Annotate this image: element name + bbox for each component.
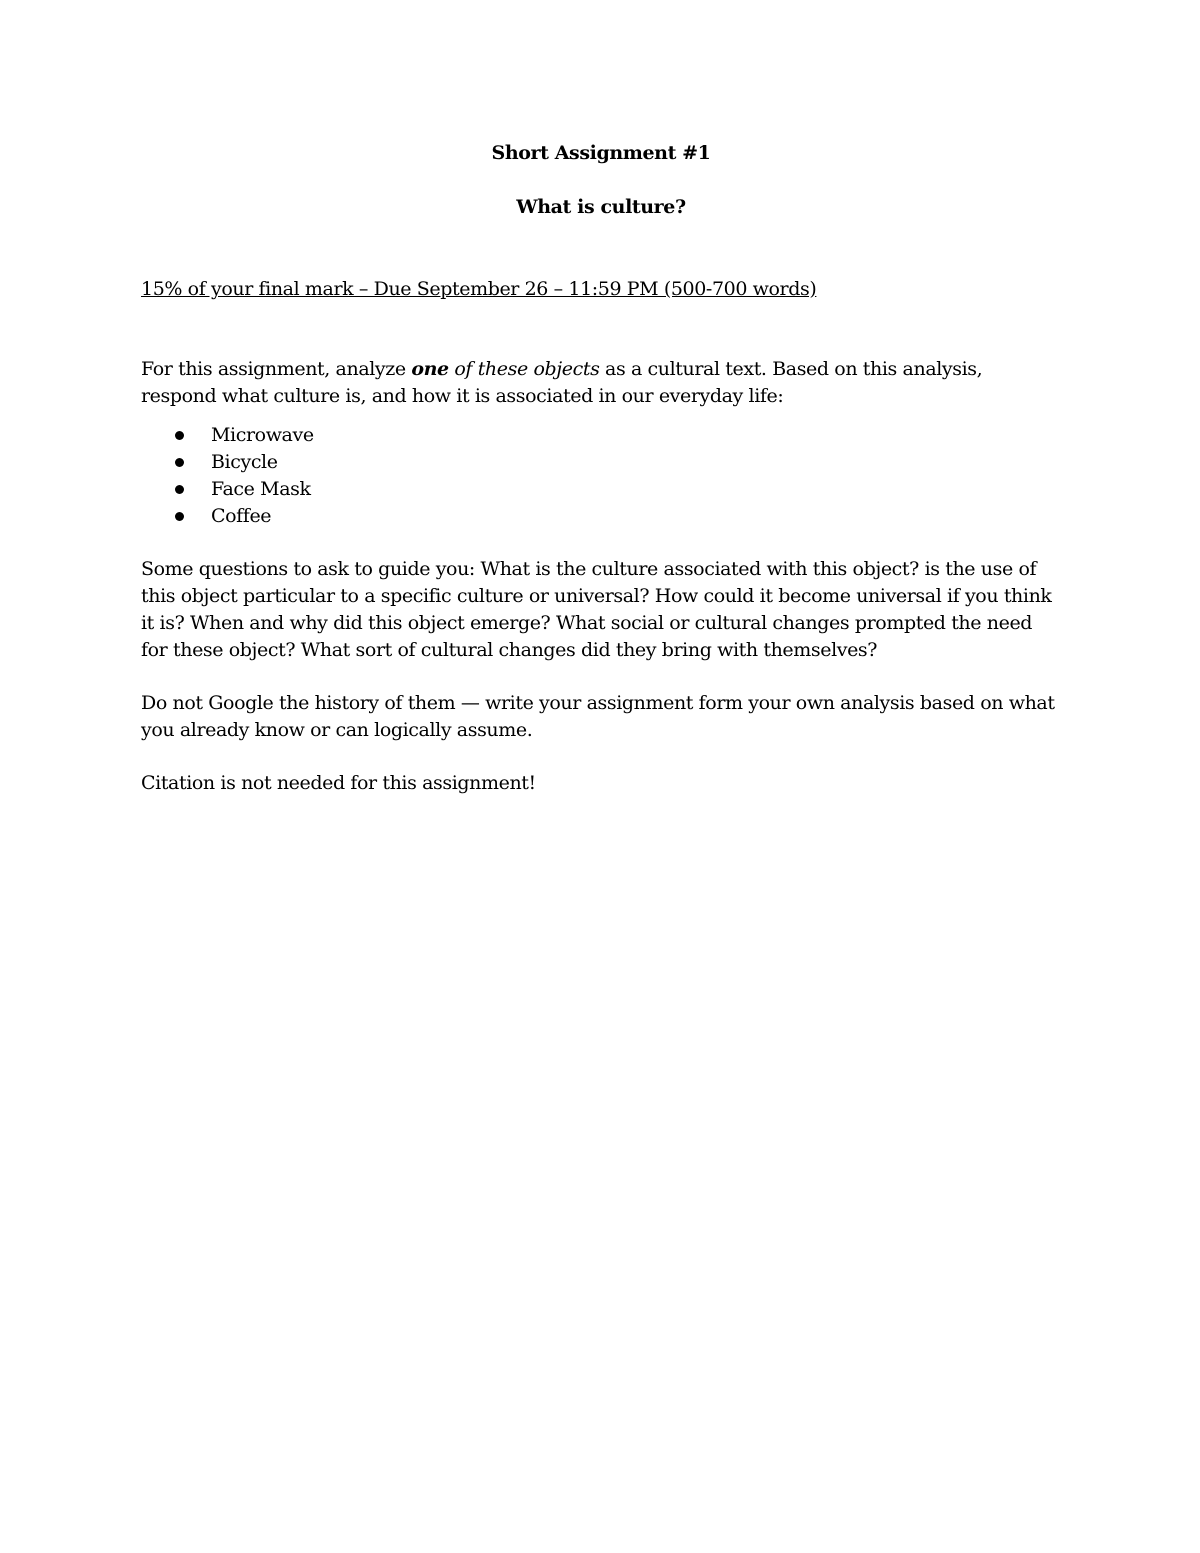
list-item (141, 449, 1061, 476)
assignment-title: Short Assignment #1 (491, 142, 711, 164)
google-note-paragraph: Do not Google the history of them — write your assignment form your own analysis based on what you already know or can logically assume. (141, 692, 1055, 741)
bullet-icon (175, 431, 184, 440)
list-item (141, 503, 1061, 530)
list-item (141, 422, 1061, 449)
intro-emphasis-one: one (411, 358, 449, 380)
list-item (141, 476, 1061, 503)
bullet-icon (175, 485, 184, 494)
list-item-label: Microwave (211, 424, 314, 446)
bullet-icon (175, 512, 184, 521)
list-item-label: Coffee (211, 505, 272, 527)
citation-note-paragraph: Citation is not needed for this assignment! (141, 772, 536, 794)
document-content (141, 140, 1061, 797)
guiding-questions-paragraph: Some questions to ask to guide you: What is the culture associated with this object? is the use of this object particular to a specific culture or universal? How could it become universal if you think it is? When and why did this object emerge? What social or cultural changes prompted the need for these object? What sort of cultural changes did they bring with themselves? (141, 558, 1052, 661)
intro-text-end: as a cultural text. Based on this analysis, respond what culture is, and how it is associated in our everyday life: (141, 358, 983, 407)
intro-emphasis-objects: of these objects (454, 358, 600, 380)
intro-paragraph (141, 356, 1061, 410)
bullet-icon (175, 458, 184, 467)
objects-list (141, 422, 1061, 530)
due-line: 15% of your final mark – Due September 26 – 11:59 PM (500-700 words) (141, 278, 817, 300)
assignment-subtitle: What is culture? (516, 196, 686, 218)
list-item-label: Bicycle (211, 451, 278, 473)
intro-text-start: For this assignment, analyze (141, 358, 412, 380)
list-item-label: Face Mask (211, 478, 311, 500)
